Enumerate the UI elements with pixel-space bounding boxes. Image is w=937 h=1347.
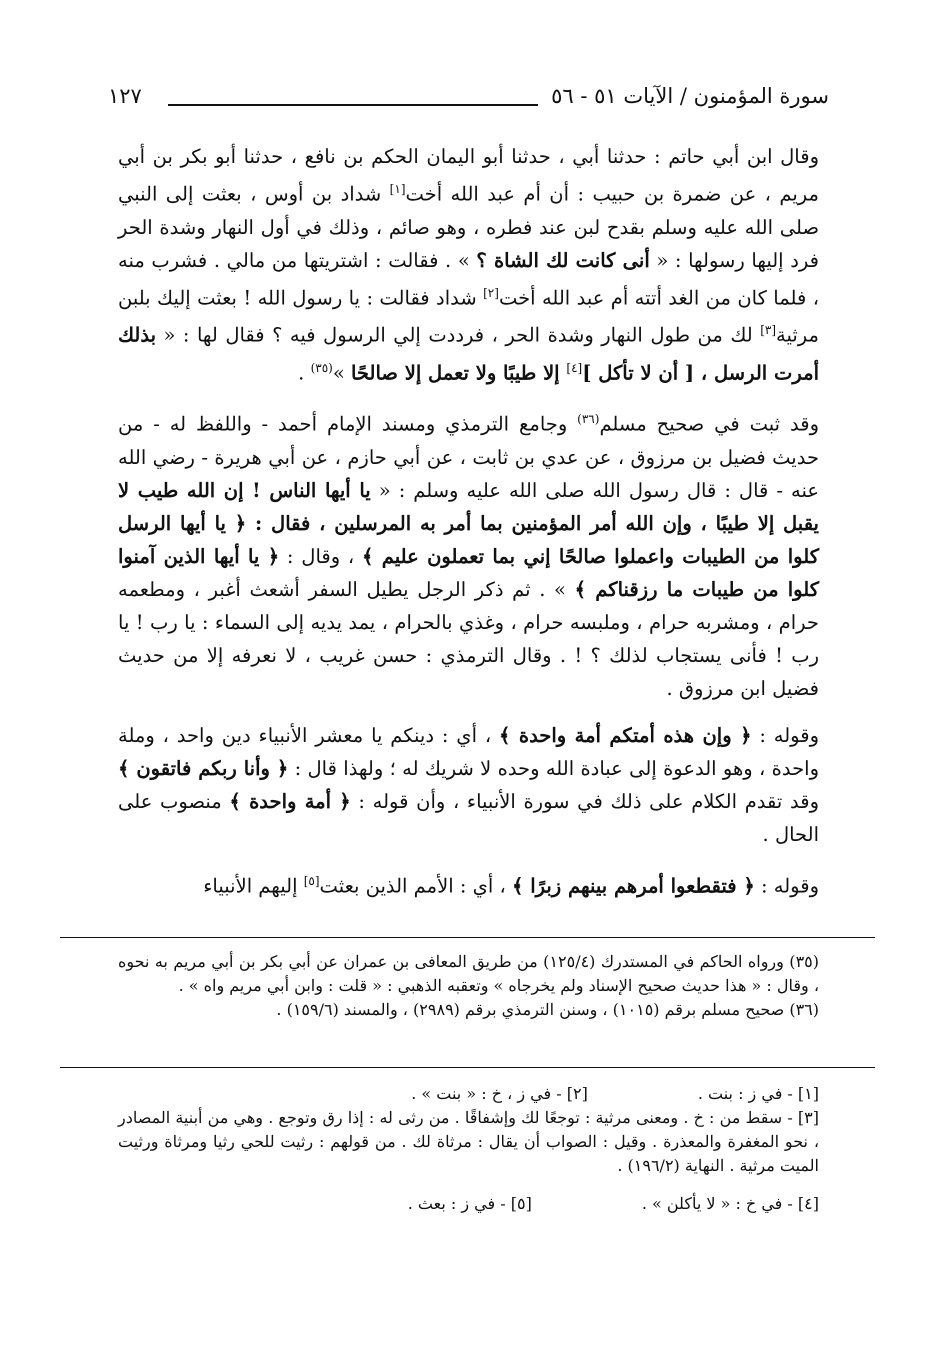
footnote-marker: [٥] [303, 873, 320, 888]
paragraph-ummah-wahida [118, 719, 819, 851]
footnote-marker: [٢] [483, 285, 499, 300]
bold-text: بذلك أمرت الرسل ، [ أن لا تأكل ] [118, 323, 819, 384]
main-text [118, 140, 819, 916]
text-run: وقوله : [754, 874, 819, 897]
text-run: . [298, 361, 311, 384]
footnote-marker: (٣٥) [310, 360, 333, 375]
footnote-35: (٣٥) ورواه الحاكم في المستدرك (١٢٥/٤) من طريق المعافى بن عمران عن أبي بكر بن أبي مريم به نحوه ، وقال : « هذا حديث صحيح الإسناد ولم يخرجاه » وتعقبه الذهبي : « قلت : وابن أبي مريم واه » . [118, 952, 819, 995]
bold-text: أنى كانت لك الشاة ؟ [476, 248, 650, 272]
bold-text: يا أيها الناس ! إن الله طيب لا يقبل إلا طيبًا ، وإن الله أمر المؤمنين بما أمر به المرسلين ، فقال : ﴿ يا أيها الرسل كلوا من الطيبات واعملوا صالحًا إني بما تعملون عليم ﴾ [118, 478, 819, 568]
variant-row-2 [118, 1192, 819, 1216]
variant-note-1: [١] - في ز : بنت . [697, 1084, 819, 1103]
text-run: وقد ثبت في صحيح مسلم [599, 412, 819, 436]
header-rule [168, 104, 538, 106]
text-run: ، أي : الأمم الذين بعثت [319, 874, 512, 897]
footnote-marker: [١] [389, 182, 406, 196]
bold-text: ﴿ وإن هذه أمتكم أمة واحدة ﴾ [498, 723, 752, 747]
variant-note-2: [٢] - في ز ، خ : « بنت » . [411, 1084, 588, 1103]
footnote-separator [60, 937, 875, 938]
text-run: وقد تقدم الكلام على ذلك في سورة الأنبياء ، وأن قوله : [350, 789, 819, 813]
text-run: وقوله : [751, 723, 819, 747]
paragraph-hadith-shah [118, 140, 819, 389]
text-run: شداد فقالت : يا رسول الله ! بعثت إليك بلبن مرثية [118, 286, 819, 347]
bold-text: إلا طيبًا ولا تعمل إلا صالحًا [350, 361, 567, 384]
bold-text: ﴿ فتقطعوا أمرهم بينهم زبرًا ﴾ [511, 874, 755, 897]
variant-note-4: [٤] - في خ : « لا يأكلن » . [641, 1194, 819, 1213]
footnote-marker: [٤] [566, 360, 583, 375]
text-run: لك من طول النهار وشدة الحر ، فرددت إلي الرسول فيه ؟ فقال لها : « [156, 323, 761, 347]
text-run: شداد بن أوس ، بعثت إلى النبي صلى الله عليه وسلم بقدح لبن عند فطره ، وهو صائم ، وذلك في أول النهار وشدة الحر فرد إليها رسولها : « [118, 182, 819, 272]
text-run: » . ثم ذكر الرجل يطيل السفر أشعث أغبر ، ومطعمه حرام ، ومشربه حرام ، وملبسه حرام ، وغذي بالحرام ، يمد يديه إلى السماء : يا رب ! يا رب ! فأنى يستجاب لذلك ؟ ! . وقال الترمذي : حسن غريب ، لا نعرفه إلا من حديث فضيل ابن مرزوق . [118, 577, 819, 700]
text-run: ، أي : دينكم يا معشر الأنبياء دين واحد ، وملة واحدة ، وهو الدعوة إلى عبادة الله وحده لا شريك له ؛ ولهذا قال : [118, 723, 820, 780]
bold-text: ﴿ يا أيها الذين آمنوا كلوا من طيبات ما رزقناكم ﴾ [118, 544, 819, 601]
text-run: ، وقال : [279, 544, 362, 568]
text-run: » [332, 361, 351, 384]
bold-text: ﴿ أمة واحدة ﴾ [229, 789, 351, 813]
surah-title: سورة المؤمنون / الآيات ٥١ - ٥٦ [551, 84, 829, 108]
variant-footnotes [118, 1082, 819, 1216]
text-run: منصوب على الحال . [118, 789, 819, 846]
variant-note-5: [٥] - في ز : بعث . [407, 1194, 532, 1213]
text-run: وقال ابن أبي حاتم : حدثنا أبي ، حدثنا أبو اليمان الحكم بن نافع ، حدثنا أبو بكر بن أبي مريم ، عن ضمرة بن حبيب : أن أم عبد الله أخت [118, 145, 819, 206]
variant-row-1 [118, 1082, 819, 1106]
paragraph-fataqatta [118, 865, 819, 903]
text-run: إليهم الأنبياء [203, 874, 304, 897]
page-header [108, 82, 829, 122]
bold-text: ﴿ وأنا ربكم فاتقون ﴾ [118, 756, 289, 780]
footnote-marker: [٣] [760, 323, 777, 337]
numbered-footnotes [118, 950, 819, 1022]
footnote-marker: (٣٦) [577, 412, 600, 426]
page-number: ١٢٧ [108, 84, 142, 108]
footnote-36: (٣٦) صحيح مسلم برقم (١٠١٥) ، وسنن الترمذي برقم (٢٩٨٩) ، والمسند (١٥٩/٦) . [276, 1000, 819, 1019]
text-run: وجامع الترمذي ومسند الإمام أحمد - واللفظ له - من حديث فضيل بن مرزوق ، عن عدي بن ثابت ، عن أبي حازم ، عن أبي هريرة - رضي الله عنه - قال : قال رسول الله صلى الله عليه وسلم : « [118, 412, 819, 502]
paragraph-hadith-tayyib [118, 403, 819, 705]
text-run: » . فقالت : اشتريتها من مالي . فشرب منه ، فلما كان من الغد أتته أم عبد الله أخت [118, 248, 819, 309]
variants-separator [60, 1067, 875, 1068]
variant-note-3: [٣] - سقط من : خ . ومعنى مرثية : توجعًا لك وإشفاقًا . من رثى له : إذا رق وتوجع . وهي من أبنية المصادر ، نحو المغفرة والمعذرة . وقيل : الصواب أن يقال : مرثاة لك . من قولهم : رثيت للحي رثيا ومرثاة ورثيت الميت مرثية . النهاية (١٩٦/٢) . [118, 1108, 820, 1175]
